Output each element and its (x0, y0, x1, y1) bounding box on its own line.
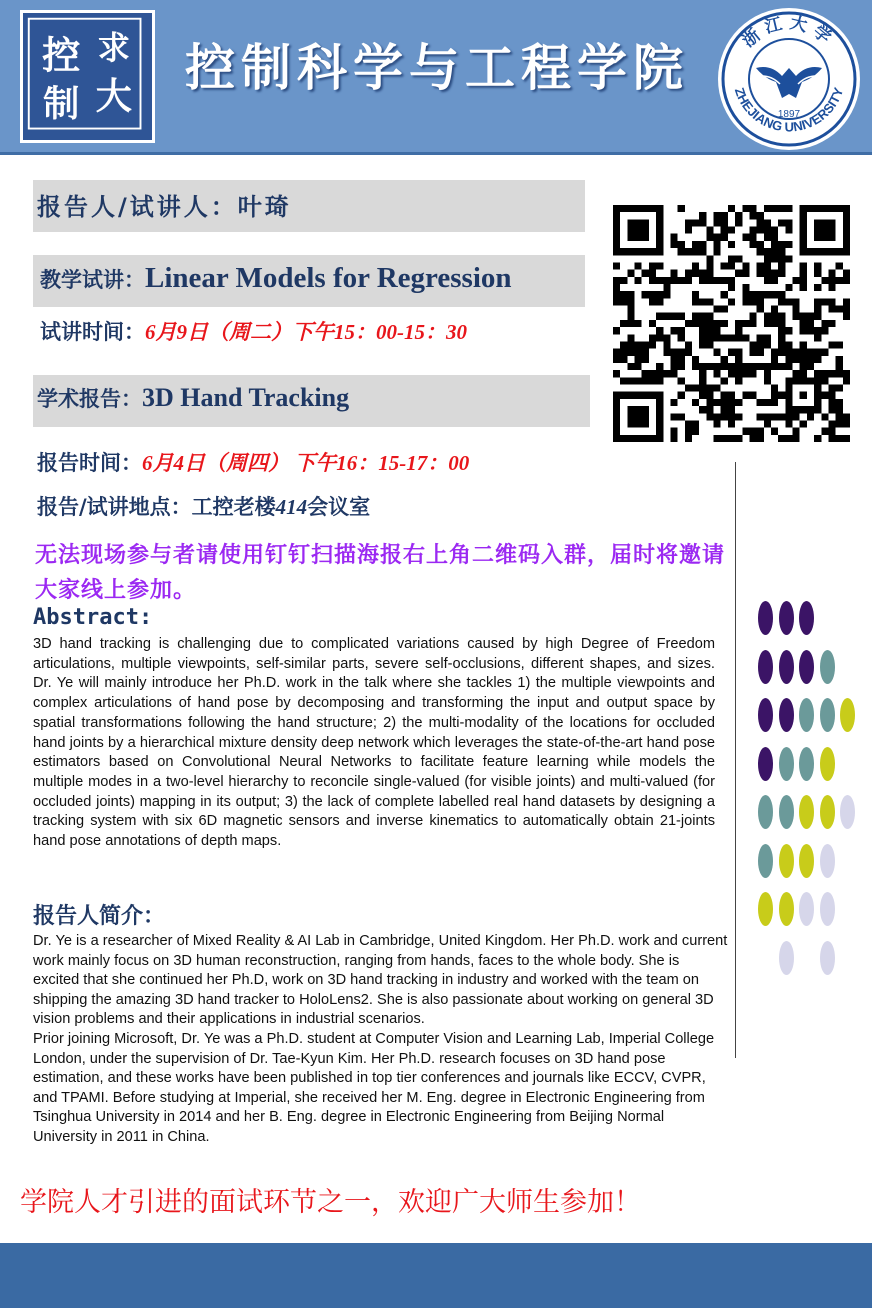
decorative-dot (758, 650, 773, 684)
decorative-dot (820, 698, 835, 732)
speaker-bio-body (33, 932, 728, 1148)
decorative-dot (799, 698, 814, 732)
decorative-dot (799, 892, 814, 926)
decorative-dot (779, 698, 794, 732)
dingtalk-qr-code[interactable] (613, 205, 850, 442)
report-time-line (37, 447, 469, 477)
speaker-bio-heading: 报告人简介： (33, 904, 166, 929)
lecture-time-value: 6月9日（周二）下午15：00-15：30 (145, 320, 467, 344)
decorative-dot (820, 941, 835, 975)
decorative-dot (799, 795, 814, 829)
location-label: 报告/试讲地点： (37, 495, 192, 519)
college-title: 控制科学与工程学院 (185, 38, 689, 97)
location-room: 会议室 (307, 495, 371, 519)
lecture-time-label: 试讲时间： (40, 320, 145, 344)
seal-char-2: 求 (97, 28, 130, 67)
logo-year: 1897 (777, 109, 801, 120)
header-divider (0, 152, 872, 155)
decorative-dot (779, 892, 794, 926)
seal-char-4: 制 (43, 82, 80, 126)
bio-paragraph-1: Dr. Ye is a researcher of Mixed Reality & AI Lab in Cambridge, United Kingdom. Her Ph.D. work and current work mainly focus on 3D human reconstruction, ranging from hands, faces to the whole body. She is excited that she continued her Ph.D, work on 3D hand tracking in industry and worked with the team on shipping the amazing 3D hand tracker to HoloLens2. She is also passionate about working on general 3D vision problems and their applications in industrial scenarios. (33, 933, 728, 1028)
welcome-message: 学院人才引进的面试环节之一，欢迎广大师生参加！ (20, 1187, 641, 1218)
report-time-value: 6月4日（周四） 下午16：15-17：00 (142, 451, 470, 475)
decorative-dot (820, 650, 835, 684)
decorative-dot (820, 747, 835, 781)
decorative-dot (779, 650, 794, 684)
vertical-divider (735, 462, 736, 1058)
speaker-line (37, 187, 292, 222)
decorative-dot (758, 892, 773, 926)
lecture-time-line (40, 316, 467, 346)
decorative-dot (779, 601, 794, 635)
decorative-dot (779, 844, 794, 878)
footer-bar (0, 1243, 872, 1308)
decorative-dot (758, 601, 773, 635)
lecture-line (40, 262, 512, 295)
location-room-number: 414 (275, 495, 308, 519)
academic-title: 3D Hand Tracking (142, 383, 350, 412)
decorative-dot (820, 844, 835, 878)
speaker-name: 叶琦 (237, 193, 292, 221)
lecture-title: Linear Models for Regression (145, 262, 512, 294)
zhejiang-university-logo (716, 6, 862, 152)
decorative-dot (840, 795, 855, 829)
abstract-heading: Abstract: (33, 605, 153, 630)
decorative-dot (779, 941, 794, 975)
decorative-dot (758, 747, 773, 781)
qr-code-icon (613, 205, 850, 442)
speaker-label: 报告人/试讲人： (37, 193, 238, 221)
decorative-dot (820, 892, 835, 926)
decorative-dot (779, 795, 794, 829)
seal-char-3: 大 (95, 74, 132, 118)
decorative-dot (799, 601, 814, 635)
bio-paragraph-2: Prior joining Microsoft, Dr. Ye was a Ph.D. student at Computer Vision and Learning Lab, Imperial College London, under the supervision of Dr. Tae-Kyun Kim. Her Ph.D. research focuses on 3D hand pose estimation, and these works have been published in top tier conferences and journals like ECCV, CVPR, and TPAMI. Before studying at Imperial, she received her M. Eng. degree in Electronic Engineering from Tsinghua University in 2014 and her B. Eng. degree in Electronic Engineering from Beijing Normal University in 2011 in China. (33, 1030, 715, 1145)
academic-line (37, 383, 349, 413)
decorative-dot (799, 747, 814, 781)
decorative-dot (779, 747, 794, 781)
decorative-dot (758, 698, 773, 732)
seal-char-1: 控 (42, 33, 81, 79)
location-line (37, 491, 370, 521)
academic-label: 学术报告： (37, 387, 142, 411)
decorative-dot (799, 844, 814, 878)
decorative-dot (840, 698, 855, 732)
logo-english-name: ZHEJIANG UNIVERSITY (731, 85, 847, 135)
decorative-dot (820, 795, 835, 829)
lecture-label: 教学试讲： (40, 268, 145, 292)
logo-chinese-name: 浙江大学 (738, 13, 840, 52)
decorative-dot (758, 844, 773, 878)
decorative-dot (799, 650, 814, 684)
college-seal-logo (20, 10, 155, 143)
report-time-label: 报告时间： (37, 451, 142, 475)
abstract-body: 3D hand tracking is challenging due to complicated variations caused by high Degree of Freedom articulations, multiple viewpoints, self-similar parts, severe self-occlusions, different shapes, and sizes. Dr. Ye will mainly introduce her Ph.D. work in the talk where she tackles 1) the multiple viewpoints and complex articulations of hand pose by decomposing and transforming the input and output space by spatial transformations following the hand structure; 2) the multi-modality of the locations for occluded hand joints by a hierarchical mixture density deep network which leverages the state-of-the-art hand pose estimators based on Convolutional Neural Networks to facilitate feature learning while models the multiple modes in a two-level hierarchy to reconcile single-valued (for visible joints) and multi-valued (for occluded joints) mapping in its output; 3) the lack of complete labelled real hand datasets by designing a tracking system with six 6D magnetic sensors and inverse kinematics to automatically obtain 21-joints hand pose annotations of depth maps. (33, 636, 715, 850)
online-participation-note: 无法现场参与者请使用钉钉扫描海报右上角二维码入群，届时将邀请大家线上参加。 (35, 543, 726, 603)
location-building: 工控老楼 (191, 495, 276, 519)
decorative-dot (758, 795, 773, 829)
